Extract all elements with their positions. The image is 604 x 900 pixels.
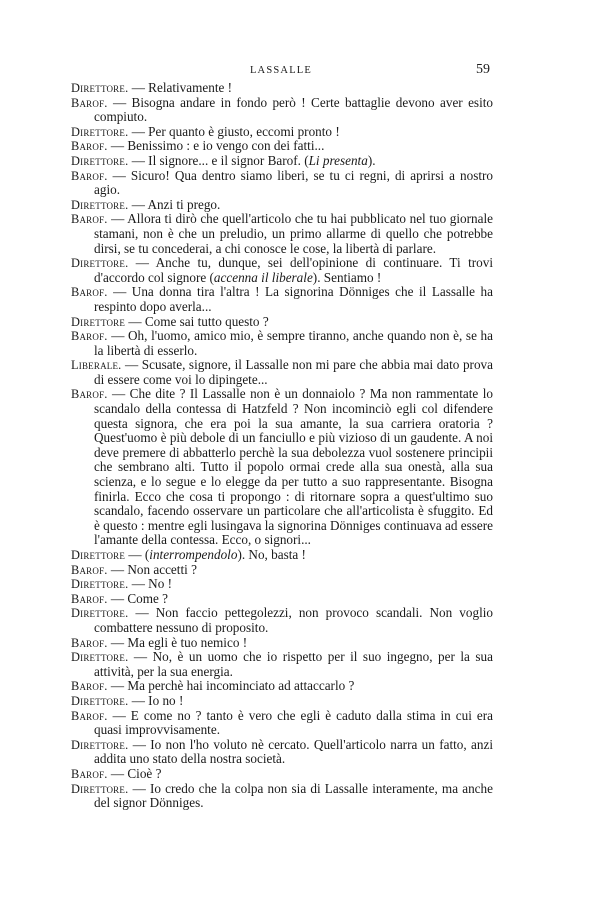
line-text: — Io no ! bbox=[128, 692, 184, 708]
line-text-after: ). Sentiamo ! bbox=[312, 269, 382, 285]
page-header bbox=[72, 62, 490, 80]
dialogue-line bbox=[71, 577, 493, 592]
page-number: 59 bbox=[476, 62, 490, 77]
dialogue-line bbox=[71, 256, 493, 285]
line-text: — Come sai tutto questo ? bbox=[125, 313, 269, 329]
speaker-name: Barof. bbox=[71, 679, 108, 694]
dialogue-line bbox=[71, 563, 493, 578]
line-text: — Cioè ? bbox=[107, 765, 162, 781]
speaker-name: Barof. bbox=[71, 387, 108, 402]
speaker-name: Barof. bbox=[71, 139, 108, 154]
line-text: — E come no ? tanto è vero che egli è caduto dalla stima in cui era quasi improvvisamente. bbox=[94, 707, 493, 738]
line-text: — Come ? bbox=[107, 590, 169, 606]
line-text-after: ). bbox=[367, 152, 376, 168]
speaker-name: Direttore. bbox=[71, 153, 129, 168]
speaker-name: Direttore. bbox=[71, 693, 129, 708]
speaker-name: Direttore. bbox=[71, 256, 129, 271]
dialogue-line bbox=[71, 592, 493, 607]
dialogue-line bbox=[71, 125, 493, 140]
dialogue-line bbox=[71, 606, 493, 635]
line-text: — Il signore... e il signor Barof. ( bbox=[128, 152, 309, 168]
speaker-name: Direttore bbox=[71, 548, 126, 562]
speaker-name: Barof. bbox=[71, 591, 108, 606]
dialogue-line bbox=[71, 285, 493, 314]
speaker-name: Direttore. bbox=[71, 124, 129, 139]
speaker-name: Direttore. bbox=[71, 577, 129, 592]
line-text: — Per quanto è giusto, eccomi pronto ! bbox=[128, 123, 340, 139]
dialogue-line bbox=[71, 96, 493, 125]
line-text: — Anche tu, dunque, sei dell'opinione di continuare. Ti trovi d'accordo col signore ( bbox=[94, 255, 493, 285]
speaker-name: Barof. bbox=[71, 635, 108, 650]
line-text: — Io credo che la colpa non sia di Lassalle interamente, ma anche del signor Dönniges. bbox=[94, 780, 493, 811]
line-text: — Allora ti dirò che quell'articolo che tu hai pubblicato nel tuo giornale stamani, non è che un preludio, un primo allarme di quello che potrebbe dirsi, se tu concederai, a chi conosce le cose, la libertà di parlare. bbox=[94, 211, 493, 256]
line-text: — Relativamente ! bbox=[128, 80, 233, 95]
speaker-name: Direttore. bbox=[71, 197, 129, 212]
line-text: — Benissimo : e io vengo con dei fatti... bbox=[107, 138, 325, 154]
stage-direction: interrompendolo bbox=[149, 547, 238, 562]
line-text-after: ). No, basta ! bbox=[237, 547, 306, 562]
dialogue-line bbox=[71, 738, 493, 767]
speaker-name: Direttore. bbox=[71, 606, 129, 621]
line-text: — Non faccio pettegolezzi, non provoco scandali. Non voglio combattere nessuno di proposito. bbox=[94, 605, 493, 635]
speaker-name: Barof. bbox=[71, 562, 108, 577]
speaker-name: Barof. bbox=[71, 95, 108, 110]
line-text: — Scusate, signore, il Lassalle non mi pare che abbia mai dato prova di essere come voi lo dipingete... bbox=[94, 357, 493, 387]
speaker-name: Direttore. bbox=[71, 737, 129, 752]
dialogue-line bbox=[71, 548, 493, 563]
dialogue-line bbox=[71, 212, 493, 256]
speaker-name: Direttore. bbox=[71, 650, 129, 665]
speaker-name: Barof. bbox=[71, 766, 108, 781]
line-text: — Bisogna andare in fondo però ! Certe battaglie devono aver esito compiuto. bbox=[94, 94, 493, 125]
line-text: — No ! bbox=[128, 576, 172, 592]
line-text: — No, è un uomo che io rispetto per il suo ingegno, per la sua attività, per la sua energia. bbox=[94, 649, 493, 679]
speaker-name: Barof. bbox=[71, 212, 108, 227]
dialogue-line bbox=[71, 767, 493, 782]
dialogue-line bbox=[71, 694, 493, 709]
dialogue-line bbox=[71, 709, 493, 738]
dialogue-line bbox=[71, 139, 493, 154]
speaker-name: Direttore bbox=[71, 314, 126, 329]
speaker-name: Barof. bbox=[71, 708, 108, 723]
dialogue-line bbox=[71, 650, 493, 679]
line-text: — Io non l'ho voluto nè cercato. Quell'articolo narra un fatto, anzi addita uno stato della nostra società. bbox=[94, 736, 493, 767]
dialogue-line bbox=[71, 387, 493, 548]
speaker-name: Barof. bbox=[71, 285, 108, 300]
speaker-name: Direttore. bbox=[71, 81, 129, 95]
speaker-name: Barof. bbox=[71, 168, 108, 183]
dialogue-line bbox=[71, 315, 493, 330]
dialogue-line bbox=[71, 81, 493, 96]
dialogue-line bbox=[71, 154, 493, 169]
line-text: — Una donna tira l'altra ! La signorina Dönniges che il Lassalle ha respinto dopo averla... bbox=[94, 284, 493, 314]
speaker-name: Barof. bbox=[71, 329, 108, 344]
stage-direction: accenna il liberale bbox=[213, 269, 313, 285]
dialogue-line bbox=[71, 198, 493, 213]
running-title: LASSALLE bbox=[249, 65, 313, 76]
dialogue-line bbox=[71, 679, 493, 694]
line-text: — ( bbox=[125, 547, 150, 562]
stage-direction: Li presenta bbox=[308, 152, 368, 168]
line-text: — Oh, l'uomo, amico mio, è sempre tiranno, anche quando non è, se ha la libertà di esserlo. bbox=[94, 328, 493, 358]
line-text: — Non accetti ? bbox=[107, 561, 197, 577]
line-text: — Che dite ? Il Lassalle non è un donnaiolo ? Ma non rammentate lo scandalo della contessa di Hatzfeld ? Non incominciò egli col difendere questa signora, che era poi la sua amante, la sua carriera oratoria ? Quest'uomo è più debole di un fanciullo e più vizioso di un gaudente. A noi deve premere di abbatterlo perchè la sua debolezza vuol sostenere principii che sembrano alti. Tutto il popolo ormai crede alla sua onestà, alla sua scienza, e lo segue e lo elegge da per tutto a suo rappresentante. Bisogna finirla. Ecco che cosa ti propongo : di ritornare sopra a quest'ultimo suo scandalo, facendo osservare un particolare che all'articolista è sfuggito. Ed è questo : mentre egli lusingava la signorina Dönniges continuava ad essere l'amante della contessa. Ecco, o signori... bbox=[94, 386, 493, 548]
dialogue-line bbox=[71, 636, 493, 651]
dialogue-line bbox=[71, 329, 493, 358]
line-text: — Ma egli è tuo nemico ! bbox=[107, 634, 248, 650]
line-text: — Ma perchè hai incominciato ad attaccarlo ? bbox=[107, 678, 355, 694]
line-text: — Sicuro! Qua dentro siamo liberi, se tu ci regni, di aprirsi a nostro agio. bbox=[94, 167, 493, 198]
line-text: — Anzi ti prego. bbox=[128, 196, 221, 212]
speaker-name: Liberale. bbox=[71, 358, 122, 373]
dialogue-line bbox=[71, 169, 493, 198]
dialogue-line bbox=[71, 782, 493, 811]
play-text bbox=[71, 81, 493, 811]
speaker-name: Direttore. bbox=[71, 781, 129, 796]
dialogue-line bbox=[71, 358, 493, 387]
